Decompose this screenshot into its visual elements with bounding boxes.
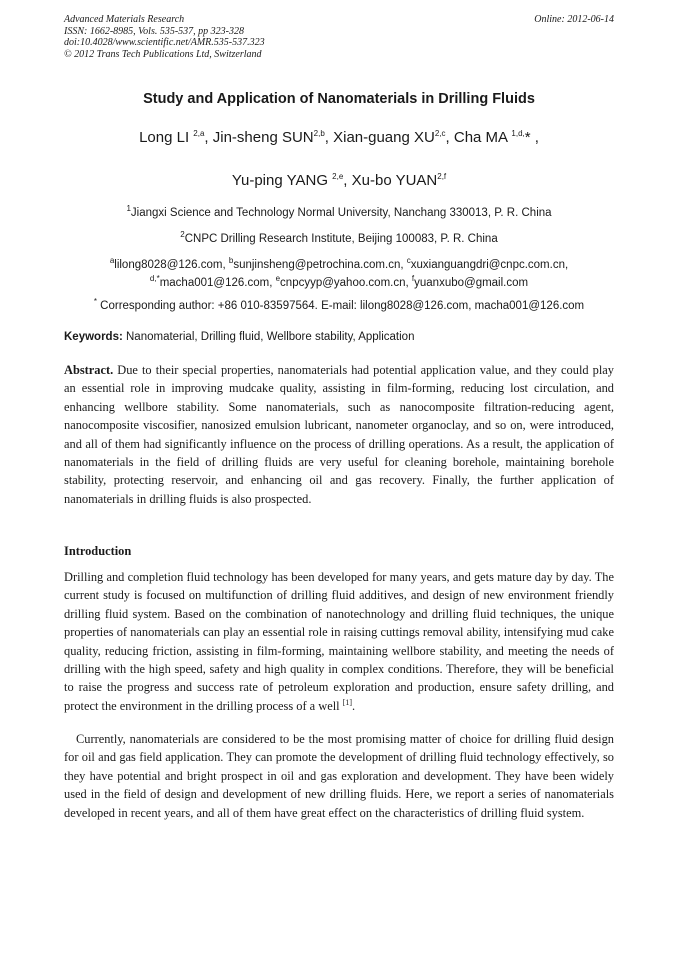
email-f: yuanxubo@gmail.com [414, 277, 529, 289]
author-line-1: Long LI $^{2,a}$, Jin-sheng SUN$^{2,b}$, Xian-guang XU$^{2,c}$, Cha MA $^{1,d,}$* , [139, 129, 539, 146]
author-sup: 2,f [437, 172, 447, 181]
email-d: macha001@126.com, [159, 277, 276, 289]
author-name: Xu-bo YUAN [351, 172, 438, 189]
email-c: xuxianguangdri@cnpc.com.cn, [410, 259, 569, 271]
author-sup: 2,e [332, 172, 344, 181]
keywords-text: Nanomaterial, Drilling fluid, Wellbore stability, Application [122, 331, 415, 343]
author-sup: 2,c [434, 129, 446, 138]
introduction-paragraph-2: Currently, nanomaterials are considered to be the most promising matter of choice for drilling fluid design for oil and gas field application. They can promote the development of drilling fluid technology effectively, so they have potential and bright prospect in oil and gas exploration and development. They have been widely used in the field of design and development of new drilling fluids. Here, we report a series of nanomaterials developed in recent years, and all of them have great effect on the characteristics of drilling fluid system. [64, 732, 614, 820]
journal-name: Advanced Materials Research [64, 14, 185, 25]
keywords-label: Keywords: [64, 331, 123, 343]
author-sup: 1,d, [511, 129, 525, 138]
author-name: Long LI [139, 129, 194, 146]
abstract-text: Due to their special properties, nanomaterials had potential application value, and they could play an essential role in improving mudcake quality, assisting in film-forming, reducing lost circulation, and enhancing wellbore stability. Some nanomaterials, such as nanocomposite filtration-reducing agent, nanocomposite viscosifier, nanosized emulsion lubricant, nanometer organoclay, and so on, were introduced, and all of them had significantly influence on the process of drilling operations. As a result, the application of nanomaterials in the field of drilling fluids are very useful for cleaning borehole, maintaining borehole stability, protecting reservoir, and enhancing oil and gas recovery. Finally, the further application of nanomaterials in drilling fluids is also prospected. [64, 363, 614, 506]
email-b: sunjinsheng@petrochina.com.cn, [233, 259, 407, 271]
citation-ref: [1] [342, 697, 353, 707]
issn-line: ISSN: 1662-8985, Vols. 535-537, pp 323-328 [64, 25, 244, 37]
author-name: Jin-sheng SUN [212, 129, 314, 146]
author-sup: 2,a [193, 129, 205, 138]
keywords [64, 331, 616, 343]
corresponding-author: * Corresponding author: +86 010-83597564. E-mail: lilong8028@126.com, macha001@126.com [93, 297, 585, 312]
author-name: Yu-ping YANG [231, 172, 333, 189]
copyright-line: © 2012 Trans Tech Publications Ltd, Switzerland [64, 48, 262, 60]
author-name: Cha MA [453, 129, 512, 146]
journal-header [64, 14, 265, 60]
email-a: lilong8028@126.com, [114, 259, 229, 271]
online-date: Online: 2012-06-14 [534, 14, 614, 25]
introduction-heading: Introduction [64, 544, 132, 558]
author-line-2: Yu-ping YANG $^{2,e}$, Xu-bo YUAN$^{2,f}$ [231, 172, 447, 189]
affiliation-1: $^1$Jiangxi Science and Technology Normal University, Nanchang 330013, P. R. China [126, 204, 552, 219]
affiliation-2: $^2$CNPC Drilling Research Institute, Beijing 100083, P. R. China [180, 230, 498, 245]
introduction-paragraph-1: Drilling and completion fluid technology has been developed for many years, and gets mature day by day. The current study is focused on multifunction of drilling fluid additives, and design of new environment friendly drilling fluid system. Based on the combination of nanotechnology and drilling fluid techniques, the unique properties of nanomaterials can play an essential role in raising cuttings removal ability, intensifying mud cake quality, reducing friction, assisting in film-forming, maintaining wellbore stability, and meeting the needs of drilling with the high speed, safety and high quality in complex conditions. Therefore, they will be beneficial to raise the progress and success rate of petroleum exploration and production, ensure safety drilling, and protect the environment in the drilling process of a well [1]. [64, 570, 614, 713]
abstract [64, 361, 614, 508]
doi-line: doi:10.4028/www.scientific.net/AMR.535-537.323 [64, 37, 265, 48]
corresponding-star: * [524, 129, 531, 146]
email-e: cnpcyyp@yahoo.com.cn, [280, 277, 412, 289]
author-sup: 2,b [313, 129, 325, 138]
abstract-label: Abstract. [64, 363, 114, 377]
email-line-2: $^{d,*}$macha001@126.com, $^e$cnpcyyp@yahoo.com.cn, $^f$yuanxubo@gmail.com [149, 274, 529, 289]
author-name: Xian-guang XU [333, 129, 435, 146]
paper-title: Study and Application of Nanomaterials in Drilling Fluids [143, 91, 535, 107]
email-line-1: $^a$lilong8028@126.com, $^b$sunjinsheng@petrochina.com.cn, $^c$xuxianguangdri@cnpc.com.cn, [109, 256, 569, 271]
